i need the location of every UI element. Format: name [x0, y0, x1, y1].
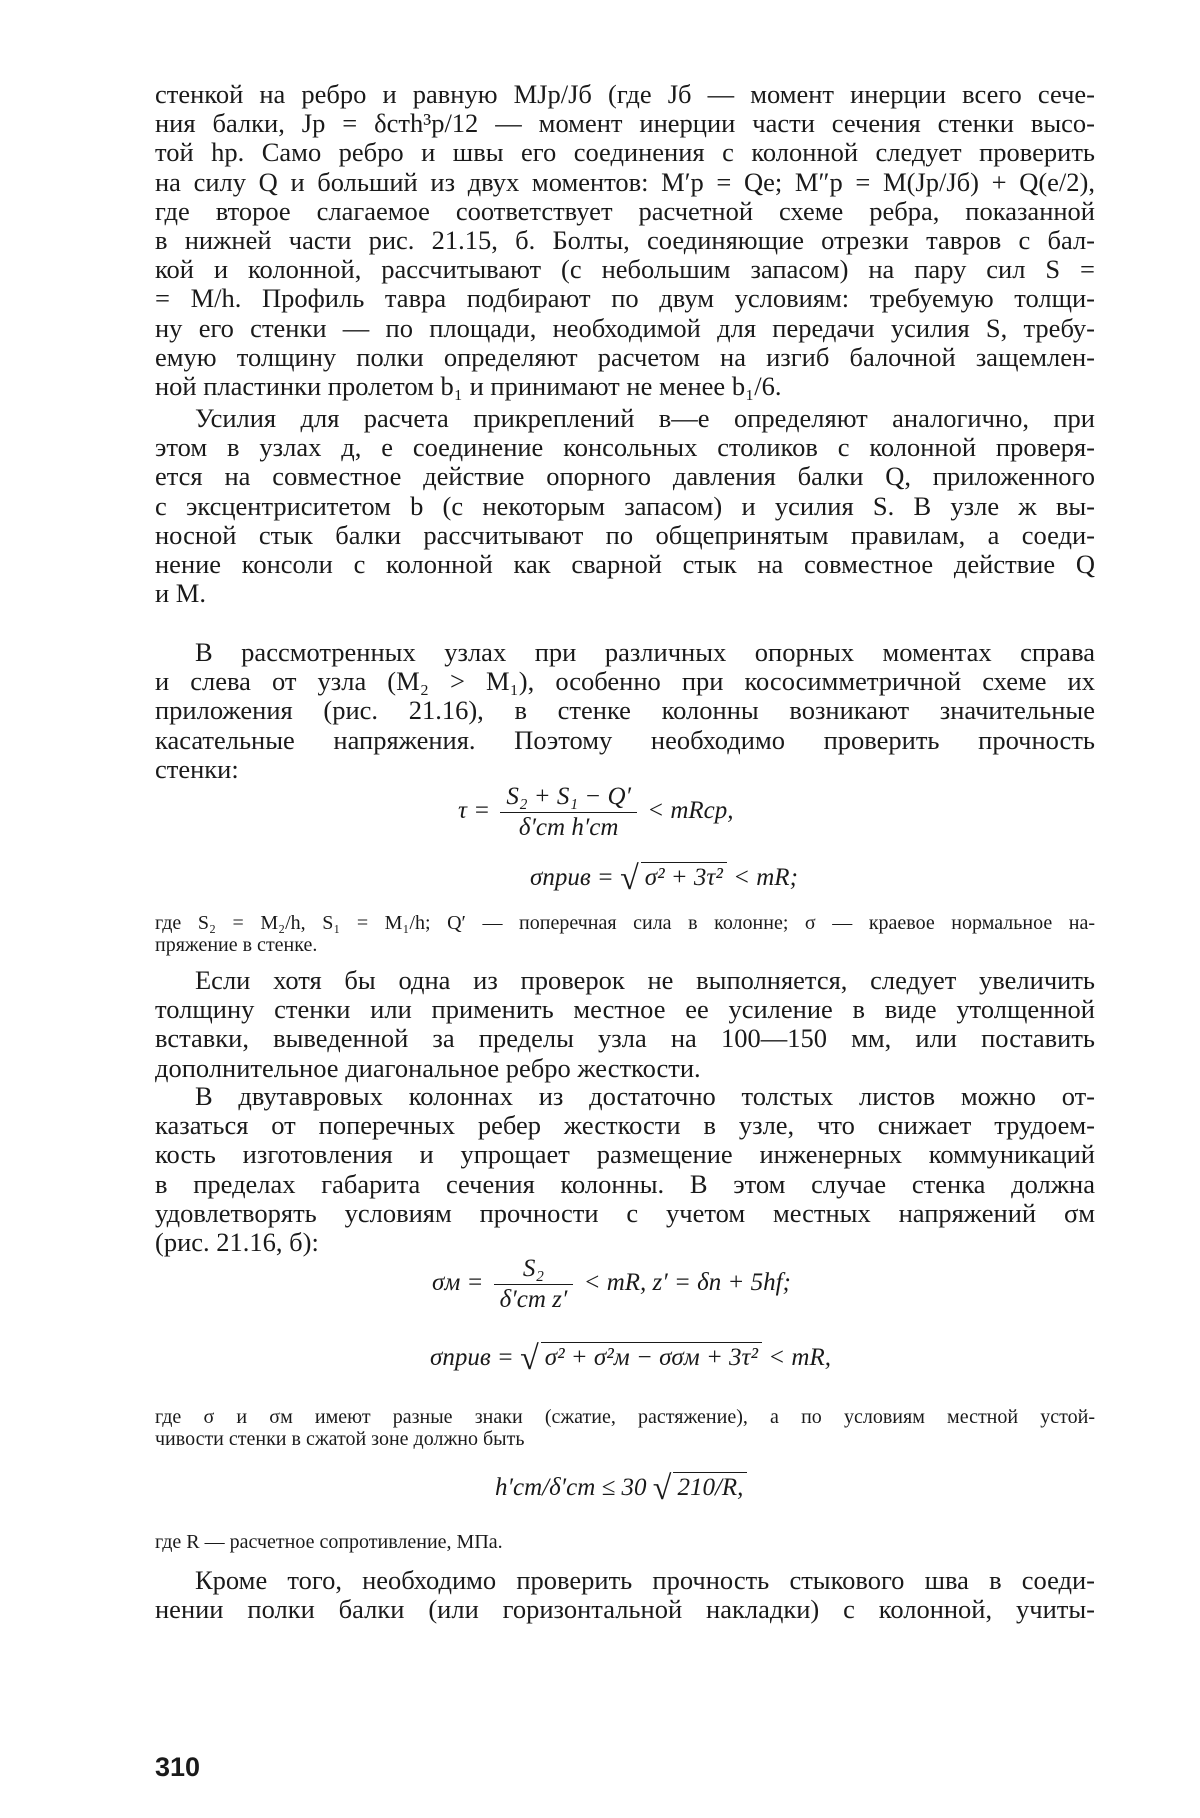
text-line: ну его стенки — по площади, необходимой для передачи усилия S, требу-	[155, 312, 1095, 343]
text-line: кость изготовления и упрощает размещение инженерных коммуникаций	[155, 1139, 1095, 1170]
text-line: удовлетворять условиям прочности с учетом местных напряжений σм	[155, 1197, 1095, 1228]
text-line: и M.	[155, 578, 206, 609]
sqrt-symbol-icon: √	[620, 860, 639, 897]
formula-shear-check	[458, 782, 734, 843]
text-line: = M/h. Профиль тавра подбирают по двум условиям: требуемую толщи-	[155, 283, 1095, 314]
text-line: с эксцентриситетом b (с некоторым запасом) и усилия S. В узле ж вы-	[155, 490, 1095, 521]
text-line: этом в узлах д, е соединение консольных столиков с колонной проверя-	[155, 432, 1095, 463]
text-line: той hр. Само ребро и швы его соединения с колонной следует проверить	[155, 137, 1095, 168]
formula-denominator: δ′ст z′	[499, 1286, 568, 1313]
paragraph-attachments	[155, 404, 1095, 608]
text-line: нении полки балки (или горизонтальной накладки) с колонной, учиты-	[155, 1594, 1095, 1625]
text-line: ется на совместное действие опорного давления балки Q, приложенного	[155, 461, 1095, 492]
note-definitions	[155, 912, 1095, 956]
text-line: Усилия для расчета прикреплений в—е определяют аналогично, при	[195, 403, 1095, 433]
formula-rhs: < mR,	[768, 1344, 831, 1371]
formula-rhs: < mRср,	[647, 797, 734, 825]
text-line: в нижней части рис. 21.15, б. Болты, соединяющие отрезки тавров с бал-	[155, 225, 1095, 256]
text-line: приложения (рис. 21.16), в стенке колонны возникают значительные	[155, 695, 1095, 726]
paragraph-butt-weld	[155, 1566, 1095, 1624]
formula-lhs: σприв =	[430, 1344, 514, 1371]
note-line: где R — расчетное сопротивление, МПа.	[155, 1531, 503, 1553]
text-line: на силу Q и больший из двух моментов: M′р = Qe; M″р = M(Jр/Jб) + Q(e/2),	[155, 166, 1095, 197]
text-line: В двутавровых колоннах из достаточно толстых листов можно от-	[195, 1081, 1095, 1111]
note-line: где σ и σм имеют разные знаки (сжатие, растяжение), а по условиям местной устой-	[155, 1406, 1095, 1428]
sqrt-symbol-icon: √	[520, 1340, 539, 1377]
text-line: (рис. 21.16, б):	[155, 1227, 319, 1258]
formula-lhs: h′ст/δ′ст ≤ 30	[495, 1474, 647, 1501]
formula-lhs: τ =	[458, 797, 491, 825]
text-line: и слева от узла (M₂ > M₁), особенно при кососимметричной схеме их	[155, 666, 1095, 697]
paragraph-i-beam-columns	[155, 1082, 1095, 1257]
paragraph-rib-and-bolts	[155, 80, 1095, 401]
text-line: дополнительное диагональное ребро жесткости.	[155, 1052, 701, 1083]
text-line: нение консоли с колонной как сварной стык на совместное действие Q	[155, 549, 1095, 580]
formula-stability	[495, 1470, 747, 1507]
text-line: носной стык балки рассчитывают по общепринятым правилам, а соеди-	[155, 519, 1095, 550]
text-line: ной пластинки пролетом b₁ и принимают не менее b₁/6.	[155, 371, 782, 402]
text-line: где второе слагаемое соответствует расчетной схеме ребра, показанной	[155, 195, 1095, 226]
formula-numerator: S₂ + S₁ − Q′	[500, 782, 637, 813]
text-line: стенки:	[155, 753, 239, 784]
formula-lhs: σприв =	[530, 864, 614, 891]
formula-reduced-stress-local	[430, 1340, 831, 1377]
note-line: пряжение в стенке.	[155, 934, 318, 956]
formula-local-stress	[432, 1254, 791, 1315]
formula-numerator: S₂	[494, 1254, 574, 1285]
note-resistance	[155, 1531, 1095, 1553]
text-line: толщину стенки или применить местное ее усиление в виде утолщенной	[155, 994, 1095, 1025]
note-line: чивости стенки в сжатой зоне должно быть	[155, 1428, 525, 1450]
text-line: касательные напряжения. Поэтому необходимо проверить прочность	[155, 724, 1095, 755]
formula-radicand: σ² + 3τ²	[641, 862, 727, 893]
note-signs	[155, 1406, 1095, 1450]
text-line: Если хотя бы одна из проверок не выполняется, следует увеличить	[195, 965, 1095, 995]
sqrt-symbol-icon: √	[652, 1470, 672, 1507]
paragraph-shear-stress	[155, 638, 1095, 784]
formula-lhs: σм =	[432, 1269, 484, 1297]
formula-denominator: δ′ст h′ст	[518, 814, 619, 841]
formula-fraction	[494, 1254, 574, 1315]
text-line: В рассмотренных узлах при различных опорных моментах справа	[195, 637, 1095, 667]
paragraph-reinforcement	[155, 966, 1095, 1083]
text-line: казаться от поперечных ребер жесткости в узле, что снижает трудоем-	[155, 1110, 1095, 1141]
text-line: ния балки, Jр = δстh³р/12 — момент инерции части сечения стенки высо-	[155, 108, 1095, 139]
text-line: в пределах габарита сечения колонны. В этом случае стенка должна	[155, 1168, 1095, 1199]
formula-rhs: < mR;	[733, 864, 798, 891]
formula-fraction	[500, 782, 637, 843]
formula-reduced-stress	[530, 860, 798, 897]
formula-radicand: 210/R,	[673, 1472, 747, 1503]
text-line: Кроме того, необходимо проверить прочность стыкового шва в соеди-	[195, 1565, 1095, 1595]
page-number: 310	[155, 1752, 201, 1782]
note-line: где S₂ = M₂/h, S₁ = M₁/h; Q′ — поперечная сила в колонне; σ — краевое нормальное на-	[155, 912, 1095, 934]
formula-rhs: < mR, z′ = δп + 5hf;	[583, 1269, 791, 1297]
text-line: кой и колонной, рассчитывают (с небольшим запасом) на пару сил S =	[155, 254, 1095, 285]
text-line: емую толщину полки определяют расчетом на изгиб балочной защемлен-	[155, 341, 1095, 372]
text-line: стенкой на ребро и равную MJр/Jб (где Jб — момент инерции всего сече-	[155, 79, 1095, 109]
formula-radicand: σ² + σ²м − σσм + 3τ²	[541, 1342, 762, 1373]
text-line: вставки, выведенной за пределы узла на 100—150 мм, или поставить	[155, 1023, 1095, 1054]
